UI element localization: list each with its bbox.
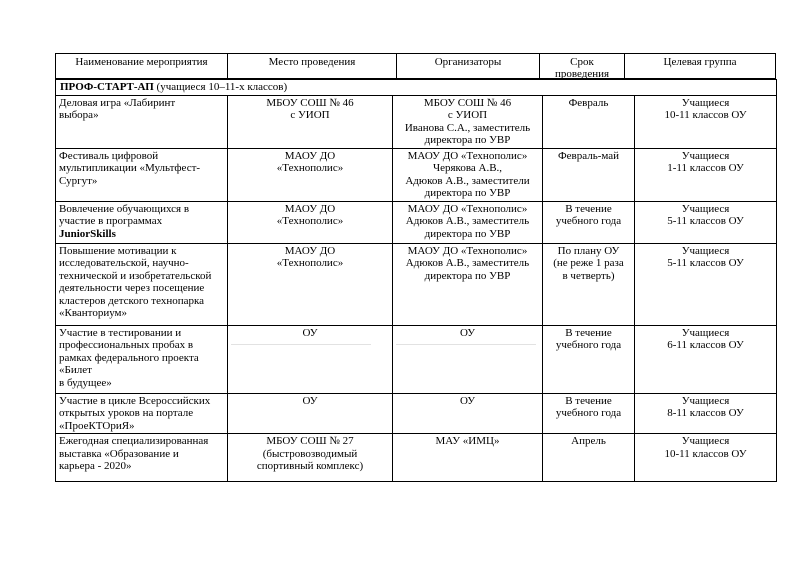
cell-event-name xyxy=(56,434,228,482)
cell-line: выбора» xyxy=(59,109,99,121)
cell-line: Иванова С.А., заместитель xyxy=(404,121,531,134)
cell-line: МАОУ ДО «Технополис» xyxy=(407,244,528,257)
cell-line: Фестиваль цифровой xyxy=(59,149,159,162)
cell-term xyxy=(543,325,635,393)
cell-line: участие в программах xyxy=(59,215,163,227)
cell-place xyxy=(228,393,393,434)
cell-line: с УИОП xyxy=(290,109,330,121)
cell-line: МАОУ ДО «Технополис» xyxy=(407,149,528,162)
cell-line: Учащиеся xyxy=(681,96,730,109)
cell-line: в будущее» xyxy=(59,376,112,389)
table-row xyxy=(56,393,777,434)
cell-line: 10-11 классов ОУ xyxy=(664,447,747,460)
cell-line: деятельности через посещение xyxy=(59,282,205,294)
cell-line: с УИОП xyxy=(447,109,488,121)
cell-organizers xyxy=(393,95,543,148)
section-title: ПРОФ-СТАРТ-АП xyxy=(60,81,154,93)
table-row xyxy=(56,201,777,243)
cell-line: (быстровозводимый xyxy=(262,447,358,460)
cell-line: ОУ xyxy=(459,326,476,339)
cell-line: МБОУ СОШ № 46 xyxy=(266,96,354,109)
cell-target-group xyxy=(635,434,777,482)
cell-term xyxy=(543,434,635,482)
cell-event-name xyxy=(56,201,228,243)
cell-line: технической и изобретательской xyxy=(59,269,212,282)
cell-line: Сургут» xyxy=(59,174,98,187)
header-target-group: Целевая группа xyxy=(663,56,737,68)
cell-event-name xyxy=(56,325,228,393)
cell-place xyxy=(228,325,393,393)
section-subtitle: (учащиеся 10–11-х классов) xyxy=(156,81,288,93)
cell-target-group xyxy=(635,325,777,393)
cell-line: Участие в тестировании и xyxy=(59,326,182,339)
table-row xyxy=(56,325,777,393)
cell-line: открытых уроков на портале xyxy=(59,407,194,419)
cell-organizers xyxy=(393,393,543,434)
cell-line: 10-11 классов ОУ xyxy=(664,109,747,121)
cell-place xyxy=(228,95,393,148)
events-table xyxy=(55,79,777,482)
cell-line: МБОУ СОШ № 46 xyxy=(423,96,512,109)
cell-term xyxy=(543,148,635,201)
cell-line: По плану ОУ xyxy=(557,244,620,257)
cell-line: Адюков А.В., заместитель xyxy=(405,215,530,227)
cell-line: Ежегодная специализированная xyxy=(59,435,209,447)
cell-line: спортивный комплекс) xyxy=(256,460,364,472)
cell-line: «Кванториум» xyxy=(59,307,128,319)
cell-term xyxy=(543,95,635,148)
table-row xyxy=(56,148,777,201)
cell-line: В течение xyxy=(565,202,612,215)
cell-line: выставка «Образование и xyxy=(59,447,179,460)
cell-line: В течение xyxy=(565,394,612,407)
cell-target-group xyxy=(635,243,777,325)
cell-line: «Технополис» xyxy=(276,257,344,269)
table-row xyxy=(56,243,777,325)
cell-line: профессиональных пробах в xyxy=(59,339,194,351)
cell-line: Учащиеся xyxy=(681,244,730,257)
table-header xyxy=(55,53,776,79)
cell-line: Учащиеся xyxy=(681,394,730,407)
cell-line: МАОУ ДО xyxy=(284,202,336,215)
cell-line: ОУ xyxy=(302,394,318,407)
faint-rule xyxy=(231,344,371,345)
cell-line: 5-11 классов ОУ xyxy=(667,215,744,227)
header-place: Место проведения xyxy=(228,54,397,78)
cell-organizers xyxy=(393,434,543,482)
cell-line: «ПроеКТОриЯ» xyxy=(59,419,135,432)
cell-place xyxy=(228,434,393,482)
cell-line: Апрель xyxy=(571,435,606,447)
cell-place xyxy=(228,201,393,243)
cell-line: Учащиеся xyxy=(681,435,730,447)
cell-event-name xyxy=(56,393,228,434)
cell-line: исследовательской, научно- xyxy=(59,257,189,269)
cell-place xyxy=(228,148,393,201)
cell-line: МАУ «ИМЦ» xyxy=(435,435,500,447)
cell-line: МАОУ ДО «Технополис» xyxy=(407,202,528,215)
cell-line: в четверть) xyxy=(562,269,615,282)
cell-event-name xyxy=(56,243,228,325)
cell-line: Учащиеся xyxy=(681,149,730,162)
cell-line: Адюков А.В., заместитель xyxy=(405,257,530,269)
cell-line: 8-11 классов ОУ xyxy=(667,407,744,419)
cell-line: кластеров детского технопарка xyxy=(59,294,205,307)
cell-line: Вовлечение обучающихся в xyxy=(59,202,190,215)
cell-line: Повышение мотивации к xyxy=(59,244,177,257)
table-row xyxy=(56,95,777,148)
cell-event-name xyxy=(56,95,228,148)
cell-line: директора по УВР xyxy=(424,269,511,282)
cell-line: МАОУ ДО xyxy=(284,244,336,257)
cell-line: директора по УВР xyxy=(424,187,511,199)
cell-target-group xyxy=(635,201,777,243)
faint-rule xyxy=(396,344,536,345)
cell-line: (не реже 1 раза xyxy=(553,257,624,269)
cell-organizers xyxy=(393,148,543,201)
cell-line: Адюков А.В., заместители xyxy=(405,174,530,187)
cell-line: директора по УВР xyxy=(424,227,511,240)
cell-line: Февраль xyxy=(568,96,609,109)
cell-target-group xyxy=(635,393,777,434)
cell-organizers xyxy=(393,325,543,393)
cell-line: карьера - 2020» xyxy=(59,460,132,472)
cell-line: 6-11 классов ОУ xyxy=(667,339,744,351)
cell-line: ОУ xyxy=(302,326,318,339)
cell-line: Февраль-май xyxy=(557,149,620,162)
cell-line: МБОУ СОШ № 27 xyxy=(266,435,354,447)
cell-place xyxy=(228,243,393,325)
cell-line: учебного года xyxy=(555,215,622,227)
cell-line: Учащиеся xyxy=(681,326,730,339)
header-name: Наименование мероприятия xyxy=(56,54,228,78)
cell-line: учебного года xyxy=(555,407,622,419)
cell-target-group xyxy=(635,95,777,148)
cell-line: МАОУ ДО xyxy=(284,149,336,162)
cell-line: В течение xyxy=(565,326,612,339)
cell-line: «Технополис» xyxy=(276,215,344,227)
cell-line: JuniorSkills xyxy=(59,227,116,240)
cell-organizers xyxy=(393,201,543,243)
cell-line: 5-11 классов ОУ xyxy=(667,257,744,269)
cell-line: Деловая игра «Лабиринт xyxy=(59,96,176,109)
cell-line: Учащиеся xyxy=(681,202,730,215)
cell-term xyxy=(543,201,635,243)
cell-term xyxy=(543,243,635,325)
cell-line: 1-11 классов ОУ xyxy=(667,162,744,174)
table-row xyxy=(56,434,777,482)
cell-line: Участие в цикле Всероссийских xyxy=(59,394,211,407)
cell-line: рамках федерального проекта xyxy=(59,351,199,364)
header-organizers: Организаторы xyxy=(397,54,540,78)
section-row xyxy=(56,80,777,96)
cell-line: мультипликации «Мультфест- xyxy=(59,162,201,174)
header-term: Срок проведения xyxy=(540,54,625,78)
cell-line: «Билет xyxy=(59,364,92,376)
cell-line: директора по УВР xyxy=(424,134,511,146)
cell-organizers xyxy=(393,243,543,325)
cell-event-name xyxy=(56,148,228,201)
cell-line: учебного года xyxy=(555,339,622,351)
cell-line: «Технополис» xyxy=(276,162,344,174)
cell-line: ОУ xyxy=(459,394,476,407)
cell-term xyxy=(543,393,635,434)
cell-target-group xyxy=(635,148,777,201)
cell-line: Черякова А.В., xyxy=(432,162,503,174)
